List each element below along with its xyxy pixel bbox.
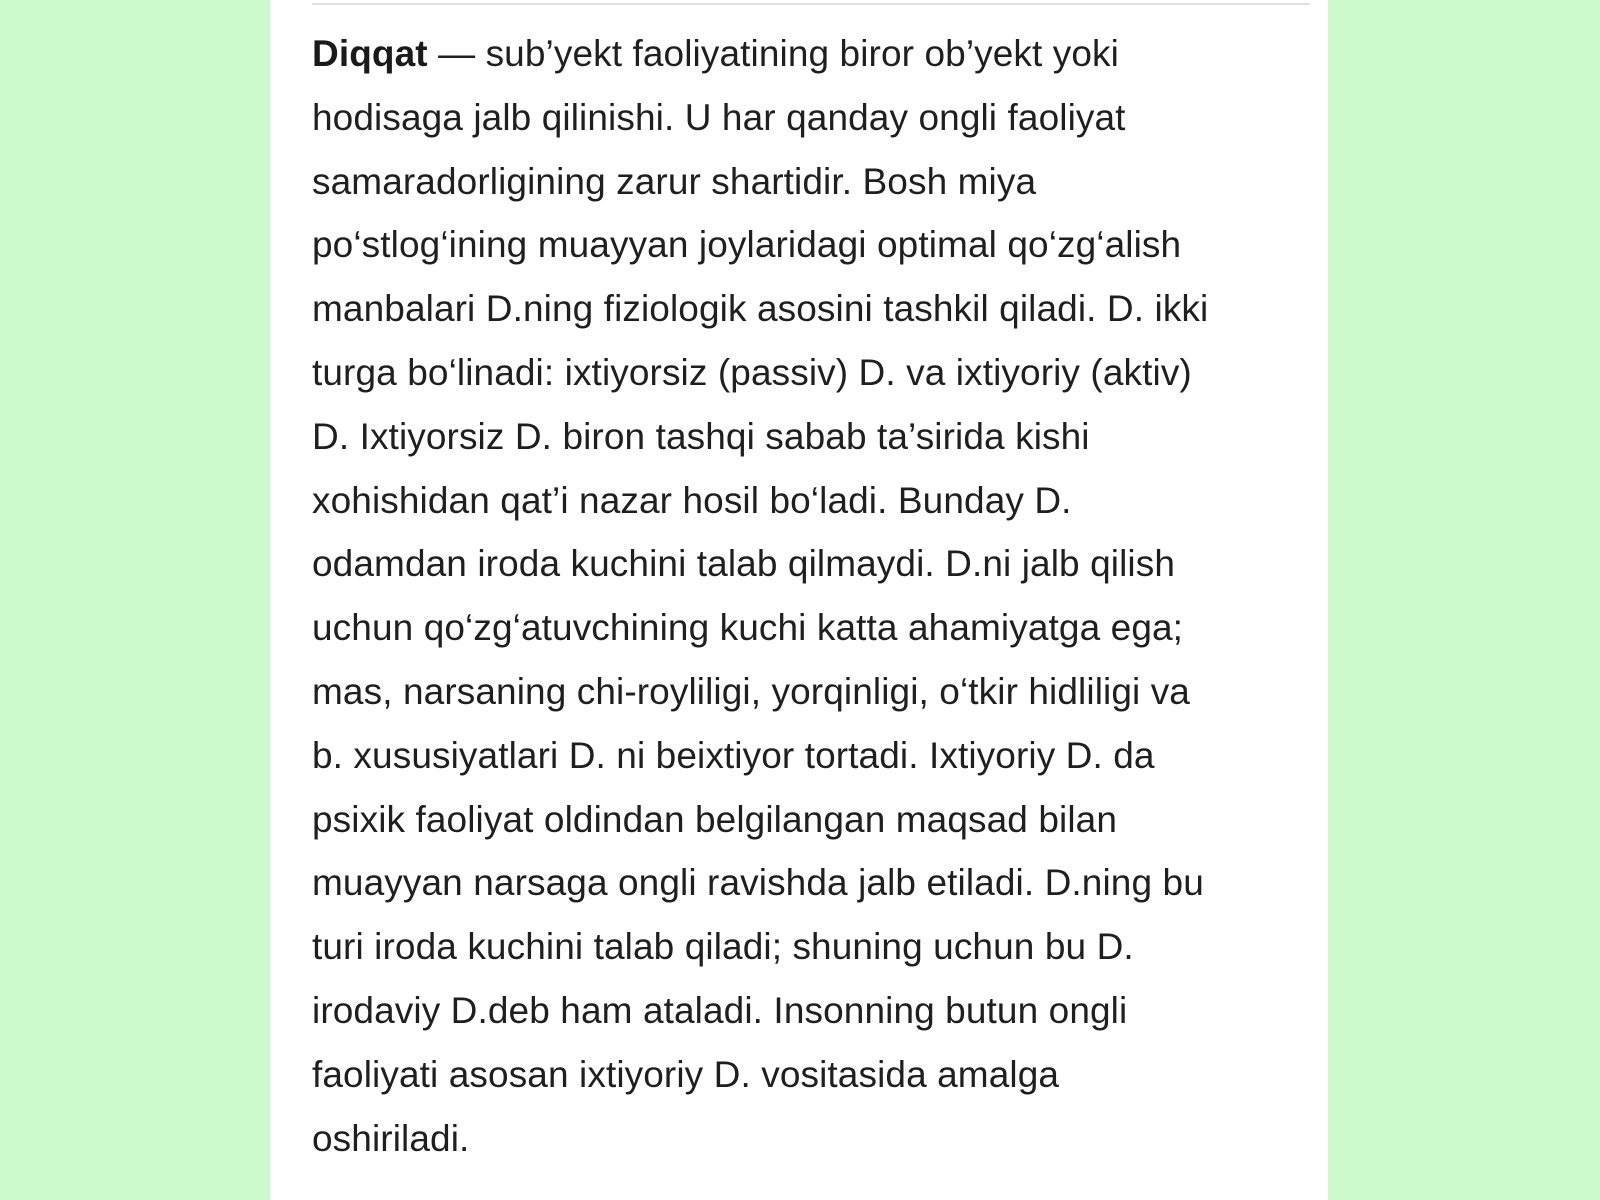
- top-divider: [312, 3, 1310, 5]
- article-paragraph: [312, 22, 1312, 1170]
- article-term: Diqqat: [312, 33, 428, 74]
- article-body: — sub’yekt faoliyatining biror ob’yekt yoki hodisaga jalb qilinishi. U har qanday ongli faoliyat samaradorligining zarur shartidir. Bosh miya po‘stlog‘ining muayyan joylaridagi optimal qo‘zg‘alish manbalari D.ning fiziologik asosini tashkil qiladi. D. ikki turga bo‘linadi: ixtiyorsiz (passiv) D. va ixtiyoriy (aktiv) D. Ixtiyorsiz D. biron tashqi sabab ta’sirida kishi xohishidan qat’i nazar hosil bo‘ladi. Bunday D. odamdan iroda kuchini talab qilmaydi. D.ni jalb qilish uchun qo‘zg‘atuvchining kuchi katta ahamiyatga ega; mas, narsaning chi-royliligi, yorqinligi, o‘tkir hidliligi va b. xususiyatlari D. ni beixtiyor tortadi. Ixtiyoriy D. da psixik faoliyat oldindan belgilangan maqsad bilan muayyan narsaga ongli ravishda jalb etiladi. D.ning bu turi iroda kuchini talab qiladi; shuning uchun bu D. irodaviy D.deb ham ataladi. Insonning butun ongli faoliyati asosan ixtiyoriy D. vositasida amalga oshiriladi.: [312, 33, 1209, 1159]
- article-card: [270, 0, 1328, 1200]
